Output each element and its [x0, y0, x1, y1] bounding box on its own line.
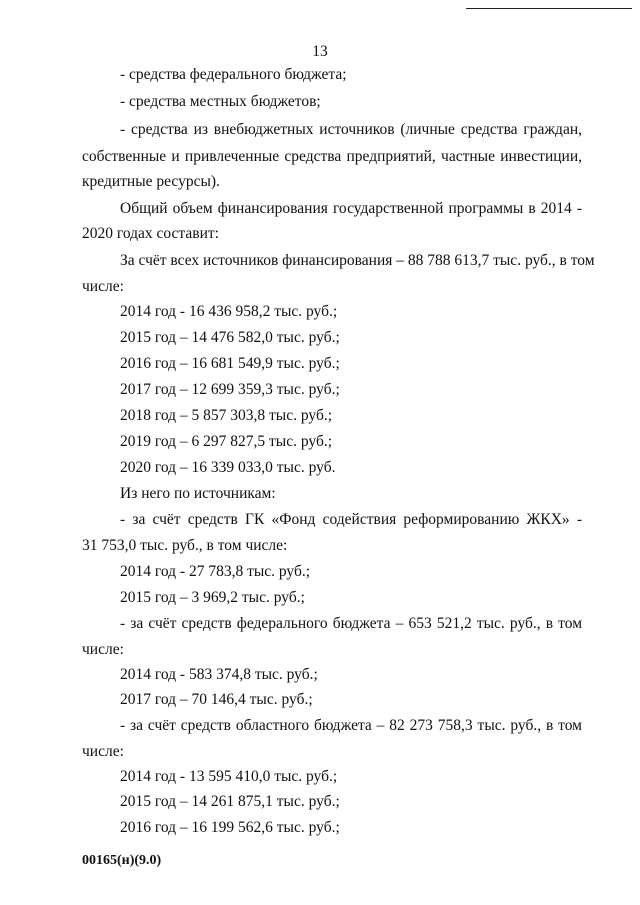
list-item: - средства местных бюджетов;: [120, 93, 321, 110]
paragraph-line: кредитные ресурсы).: [82, 173, 220, 190]
paragraph-line: числе:: [82, 743, 124, 760]
year-amount-line: 2019 год – 6 297 827,5 тыс. руб.;: [120, 433, 333, 450]
paragraph-line: 2020 годах составит:: [82, 225, 219, 242]
year-amount-line: 2014 год - 16 436 958,2 тыс. руб.;: [120, 303, 338, 320]
paragraph-line: собственные и привлеченные средства предприятий, частные инвестиции,: [82, 148, 582, 165]
year-amount-line: 2020 год – 16 339 033,0 тыс. руб.: [120, 459, 336, 476]
header-rule: [466, 8, 632, 9]
year-amount-line: 2015 год – 14 261 875,1 тыс. руб.;: [120, 793, 340, 810]
year-amount-line: 2017 год – 70 146,4 тыс. руб.;: [120, 691, 313, 708]
year-amount-line: 2014 год - 13 595 410,0 тыс. руб.;: [120, 768, 338, 785]
paragraph-line: - за счёт средств федерального бюджета – 653 521,2 тыс. руб., в том: [120, 615, 582, 632]
paragraph-line: - средства из внебюджетных источников (личные средства граждан,: [120, 121, 582, 138]
year-amount-line: 2014 год - 27 783,8 тыс. руб.;: [120, 563, 311, 580]
paragraph-line: Из него по источникам:: [120, 485, 276, 502]
page-number: 13: [312, 43, 328, 60]
paragraph-line: - за счёт средств ГК «Фонд содействия реформированию ЖКХ» -: [120, 511, 582, 528]
year-amount-line: 2015 год – 3 969,2 тыс. руб.;: [120, 589, 305, 606]
year-amount-line: 2016 год – 16 681 549,9 тыс. руб.;: [120, 355, 340, 372]
paragraph-line: числе:: [82, 278, 124, 295]
paragraph-line: 31 753,0 тыс. руб., в том числе:: [82, 537, 288, 554]
year-amount-line: 2016 год – 16 199 562,6 тыс. руб.;: [120, 819, 340, 836]
footer-code: 00165(н)(9.0): [82, 853, 162, 868]
paragraph-line: За счёт всех источников финансирования – 88 788 613,7 тыс. руб., в том: [120, 252, 595, 269]
paragraph-line: Общий объем финансирования государственной программы в 2014 -: [120, 200, 582, 217]
year-amount-line: 2018 год – 5 857 303,8 тыс. руб.;: [120, 407, 333, 424]
year-amount-line: 2014 год - 583 374,8 тыс. руб.;: [120, 666, 318, 683]
year-amount-line: 2015 год – 14 476 582,0 тыс. руб.;: [120, 329, 340, 346]
paragraph-line: числе:: [82, 641, 124, 658]
year-amount-line: 2017 год – 12 699 359,3 тыс. руб.;: [120, 381, 340, 398]
list-item: - средства федерального бюджета;: [120, 66, 347, 83]
paragraph-line: - за счёт средств областного бюджета – 82 273 758,3 тыс. руб., в том: [120, 717, 582, 734]
